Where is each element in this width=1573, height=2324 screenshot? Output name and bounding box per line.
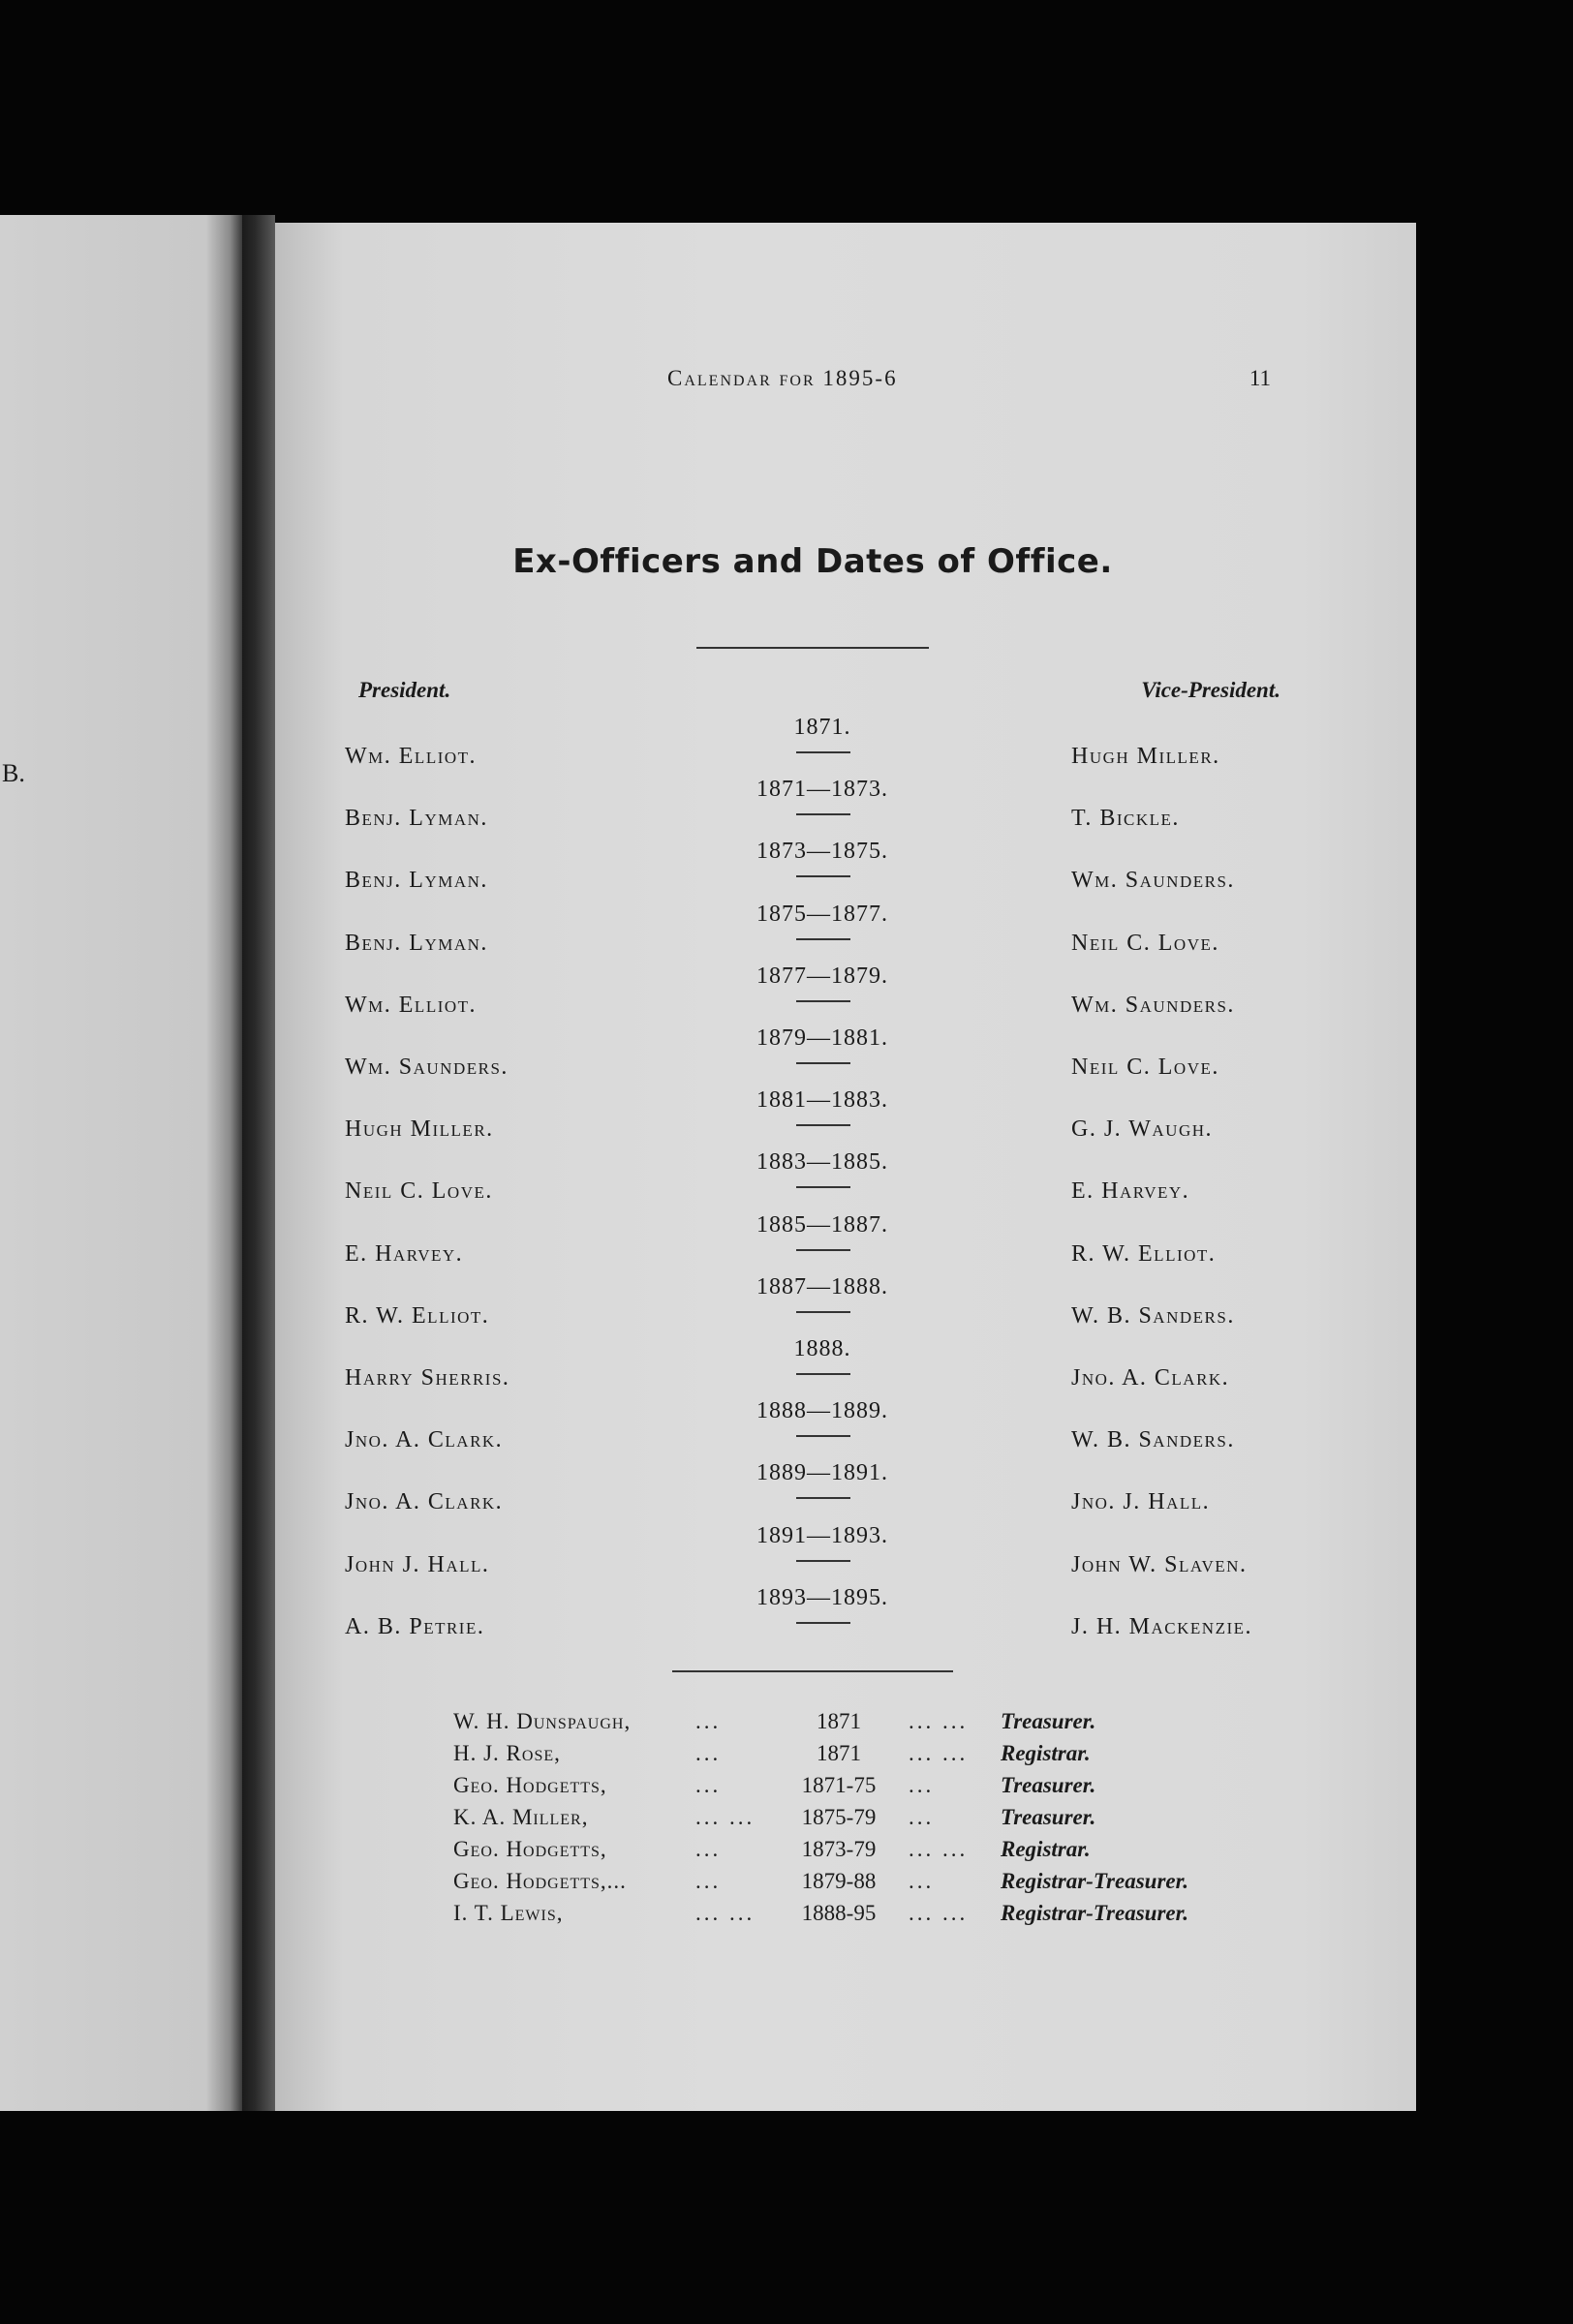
left-page-fragment: B. bbox=[2, 759, 25, 787]
staff-year: 1879-88 bbox=[801, 1869, 877, 1893]
leader-dots: ... ... bbox=[909, 1709, 969, 1733]
staff-year: 1871 bbox=[817, 1741, 861, 1765]
term-dash bbox=[796, 1186, 850, 1188]
staff-row bbox=[453, 1773, 1306, 1805]
staff-role: Registrar-Treasurer. bbox=[1001, 1901, 1189, 1925]
term-dash bbox=[796, 1062, 850, 1064]
vice-president-name: Wm. Saunders. bbox=[1071, 992, 1235, 1018]
vice-president-name: Jno. A. Clark. bbox=[1071, 1365, 1230, 1391]
staff-role: Registrar. bbox=[1001, 1837, 1091, 1861]
president-name: A. B. Petrie. bbox=[345, 1613, 485, 1639]
leader-dots: ... bbox=[695, 1773, 722, 1797]
term-period: 1877—1879. bbox=[756, 963, 888, 989]
officer-row bbox=[275, 1584, 1416, 1676]
staff-row bbox=[453, 1869, 1306, 1901]
vice-president-name: E. Harvey. bbox=[1071, 1178, 1190, 1205]
staff-role: Treasurer. bbox=[1001, 1773, 1096, 1797]
term-period: 1871. bbox=[793, 715, 851, 740]
staff-row bbox=[453, 1709, 1306, 1741]
staff-name: I. T. Lewis, bbox=[453, 1901, 564, 1925]
term-dash bbox=[796, 1124, 850, 1126]
term-dash bbox=[796, 1311, 850, 1313]
leader-dots: ... bbox=[909, 1773, 935, 1797]
vice-president-name: Neil C. Love. bbox=[1071, 1055, 1219, 1080]
term-dash bbox=[796, 1622, 850, 1624]
term-period: 1875—1877. bbox=[756, 901, 888, 927]
term-dash bbox=[796, 875, 850, 877]
staff-name: Geo. Hodgetts,... bbox=[453, 1869, 627, 1893]
staff-name: K. A. Miller, bbox=[453, 1805, 589, 1829]
term-period: 1883—1885. bbox=[756, 1149, 888, 1176]
vice-president-name: T. Bickle. bbox=[1071, 806, 1180, 832]
term-dash bbox=[796, 1435, 850, 1437]
term-dash bbox=[796, 938, 850, 940]
staff-row bbox=[453, 1805, 1306, 1837]
leader-dots: ... ... bbox=[909, 1741, 969, 1765]
term-period: 1888—1889. bbox=[756, 1398, 888, 1424]
book-gutter bbox=[242, 215, 275, 2111]
leader-dots: ... ... bbox=[695, 1805, 756, 1829]
term-period: 1879—1881. bbox=[756, 1025, 888, 1051]
vice-president-name: Hugh Miller. bbox=[1071, 744, 1220, 769]
president-name: Harry Sherris. bbox=[345, 1365, 510, 1391]
leader-dots: ... ... bbox=[909, 1837, 969, 1861]
president-name: John J. Hall. bbox=[345, 1551, 490, 1577]
vice-president-name: W. B. Sanders. bbox=[1071, 1302, 1235, 1329]
president-name: Benj. Lyman. bbox=[345, 868, 488, 894]
president-name: E. Harvey. bbox=[345, 1240, 464, 1267]
president-name: Hugh Miller. bbox=[345, 1116, 494, 1143]
term-period: 1871—1873. bbox=[756, 777, 888, 803]
term-dash bbox=[796, 751, 850, 753]
leader-dots: ... bbox=[909, 1805, 935, 1829]
leader-dots: ... bbox=[909, 1869, 935, 1893]
leader-dots: ... ... bbox=[909, 1901, 969, 1925]
staff-role: Registrar-Treasurer. bbox=[1001, 1869, 1189, 1893]
term-dash bbox=[796, 1497, 850, 1499]
president-name: Jno. A. Clark. bbox=[345, 1489, 504, 1515]
president-name: Benj. Lyman. bbox=[345, 930, 488, 956]
president-name: Wm. Elliot. bbox=[345, 992, 478, 1018]
term-period: 1888. bbox=[793, 1336, 851, 1361]
staff-year: 1871-75 bbox=[801, 1773, 877, 1797]
vice-president-name: Wm. Saunders. bbox=[1071, 868, 1235, 894]
page-title: Ex-Officers and Dates of Office. bbox=[512, 542, 1113, 581]
term-period: 1873—1875. bbox=[756, 839, 888, 865]
staff-role: Treasurer. bbox=[1001, 1805, 1096, 1829]
vice-president-name: G. J. Waugh. bbox=[1071, 1116, 1213, 1143]
document-page bbox=[275, 223, 1416, 2111]
term-period: 1887—1888. bbox=[756, 1273, 888, 1300]
vice-president-name: Jno. J. Hall. bbox=[1071, 1489, 1211, 1515]
vice-president-name: W. B. Sanders. bbox=[1071, 1427, 1235, 1453]
vice-president-name: John W. Slaven. bbox=[1071, 1551, 1248, 1577]
term-dash bbox=[796, 1000, 850, 1002]
staff-row bbox=[453, 1741, 1306, 1773]
leader-dots: ... bbox=[695, 1837, 722, 1861]
president-column-header: President. bbox=[358, 678, 451, 702]
staff-year: 1888-95 bbox=[801, 1901, 877, 1925]
staff-name: H. J. Rose, bbox=[453, 1741, 561, 1765]
page-number: 11 bbox=[1249, 366, 1271, 390]
vice-president-name: Neil C. Love. bbox=[1071, 930, 1219, 956]
running-title: Calendar for 1895-6 bbox=[667, 366, 898, 390]
vice-president-name: J. H. Mackenzie. bbox=[1071, 1613, 1252, 1639]
term-period: 1893—1895. bbox=[756, 1584, 888, 1610]
term-period: 1889—1891. bbox=[756, 1460, 888, 1486]
staff-role: Treasurer. bbox=[1001, 1709, 1096, 1733]
president-name: Wm. Saunders. bbox=[345, 1055, 509, 1080]
staff-year: 1875-79 bbox=[801, 1805, 877, 1829]
staff-name: W. H. Dunspaugh, bbox=[453, 1709, 632, 1733]
vice-president-column-header: Vice-President. bbox=[1141, 678, 1280, 702]
staff-name: Geo. Hodgetts, bbox=[453, 1837, 607, 1861]
staff-row bbox=[453, 1837, 1306, 1869]
president-name: Neil C. Love. bbox=[345, 1178, 493, 1205]
term-period: 1885—1887. bbox=[756, 1211, 888, 1238]
section-divider bbox=[672, 1670, 953, 1672]
term-dash bbox=[796, 1560, 850, 1562]
staff-name: Geo. Hodgetts, bbox=[453, 1773, 607, 1797]
president-name: Benj. Lyman. bbox=[345, 806, 488, 832]
staff-list bbox=[453, 1709, 1306, 1933]
term-dash bbox=[796, 1373, 850, 1375]
staff-role: Registrar. bbox=[1001, 1741, 1091, 1765]
vice-president-name: R. W. Elliot. bbox=[1071, 1240, 1217, 1267]
leader-dots: ... bbox=[695, 1709, 722, 1733]
staff-row bbox=[453, 1901, 1306, 1933]
leader-dots: ... bbox=[695, 1741, 722, 1765]
left-page-edge bbox=[0, 215, 242, 2111]
term-period: 1881—1883. bbox=[756, 1087, 888, 1114]
staff-year: 1871 bbox=[817, 1709, 861, 1733]
term-dash bbox=[796, 1249, 850, 1251]
staff-year: 1873-79 bbox=[801, 1837, 877, 1861]
president-name: R. W. Elliot. bbox=[345, 1302, 490, 1329]
president-name: Wm. Elliot. bbox=[345, 744, 478, 769]
president-name: Jno. A. Clark. bbox=[345, 1427, 504, 1453]
leader-dots: ... bbox=[695, 1869, 722, 1893]
leader-dots: ... ... bbox=[695, 1901, 756, 1925]
term-period: 1891—1893. bbox=[756, 1522, 888, 1548]
term-dash bbox=[796, 813, 850, 815]
